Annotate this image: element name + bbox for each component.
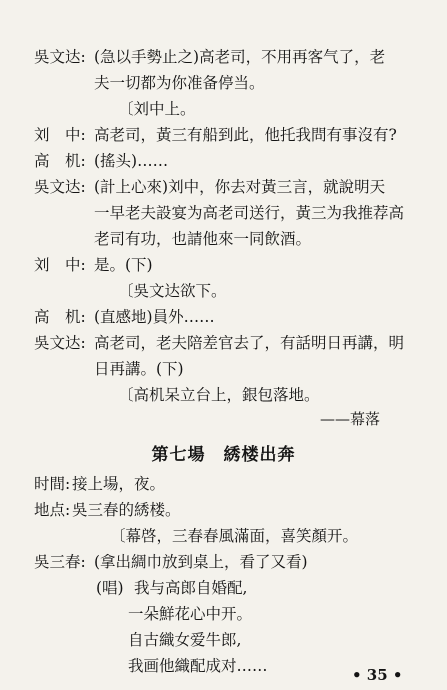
stage-action: (拿出綢巾放到桌上，看了又看) [94,553,308,571]
curtain-falls: ——幕落 [320,410,381,428]
dialogue-line: 一早老夫設宴为高老司送行，黃三为我推荐高 [94,204,405,222]
stage-direction: 〔吳文达欲下。 [118,282,227,300]
speaker-wu-sanchun: 吳三春: [34,553,86,571]
time-text: 接上場，夜。 [72,475,166,493]
song-mark: (唱) [96,579,124,597]
song-line: 自古織女爱牛郎, [128,631,242,649]
speaker-wu-wenda: 吳文达: [34,178,86,196]
dialogue-line: (直感地)員外…… [94,308,215,326]
stage-direction: 〔幕啓，三春春風滿面，喜笑顏开。 [110,527,359,545]
song-line: 一朵鮮花心中开。 [128,605,253,623]
scene-title: 第七場 綉楼出奔 [151,445,296,465]
dialogue-line: (計上心來)刘中，你去对黃三言，就說明天 [94,178,386,196]
dialogue-line: (急以手勢止之)高老司，不用再客气了，老 [94,48,386,66]
dialogue-line: 老司有功，也請他來一同飲酒。 [94,230,312,248]
dialogue-line: 夫一切都为你准备停当。 [94,74,265,92]
speaker-wu-wenda: 吳文达: [34,334,86,352]
stage-direction: 〔高机呆立台上，銀包落地。 [118,386,320,404]
dialogue-line: (搖头)…… [94,152,169,170]
song-line: 我画他織配成对…… [128,657,268,675]
song-line: 我与高郎自婚配, [134,579,248,597]
speaker-liu-zhong: 刘 中: [34,256,86,274]
time-label: 时間: [34,475,71,493]
place-text: 吳三春的綉楼。 [72,501,181,519]
speaker-liu-zhong: 刘 中: [34,126,86,144]
dialogue-line: 是。(下) [94,256,153,274]
speaker-gao-ji: 高 机: [34,152,86,170]
dialogue-line: 高老司，老夫陪差官去了，有話明日再講，明 [94,334,405,352]
stage-direction: 〔刘中上。 [118,100,196,118]
dialogue-line: 高老司，黃三有船到此，他托我問有事沒有? [94,126,397,144]
dialogue-line: 日再講。(下) [94,360,184,378]
page-number: • 35 • [352,666,403,684]
speaker-gao-ji: 高 机: [34,308,86,326]
place-label: 地点: [34,501,71,519]
speaker-wu-wenda: 吳文达: [34,48,86,66]
